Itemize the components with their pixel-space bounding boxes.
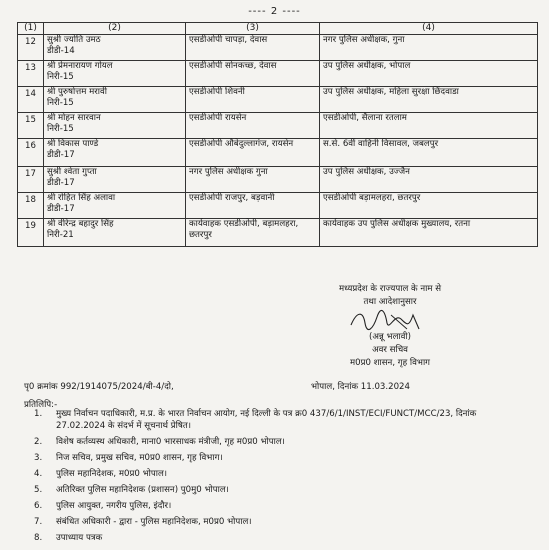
new-posting: एसडीओपी, सैलाना रतलाम: [320, 113, 538, 139]
serial-number: 16: [18, 139, 44, 167]
officer-name: श्री वीरेन्द्र बहादुर सिंह: [47, 219, 114, 229]
officer-batch: डीडी-17: [47, 178, 75, 188]
officer-cell: [44, 219, 186, 247]
serial-number: 13: [18, 61, 44, 87]
officer-batch: निरी-15: [47, 72, 74, 82]
order-line: तथा आदेशानुसार: [363, 297, 417, 307]
header-col-4: (4): [320, 23, 538, 35]
officer-cell: [44, 87, 186, 113]
current-posting: एसडीओपी औबेदुल्लागंज, रायसेन: [186, 139, 320, 167]
table-row: [18, 87, 538, 113]
item-number: 5.: [34, 485, 43, 495]
current-posting: एसडीओपी रायसेन: [186, 113, 320, 139]
item-number: 4.: [34, 469, 43, 479]
signatory-designation: अवर सचिव: [372, 345, 408, 355]
officer-cell: [44, 167, 186, 193]
officer-name: सुश्री श्वेता गुप्ता: [47, 167, 97, 177]
signature-scribble-icon: [347, 309, 427, 333]
serial-number: 14: [18, 87, 44, 113]
list-item: [24, 516, 524, 528]
item-text: पुलिस महानिदेशक, म0प्र0 भोपाल।: [56, 469, 168, 479]
item-text: उपाध्याय पत्रक: [56, 533, 103, 543]
header-col-2: (2): [44, 23, 186, 35]
list-item: [24, 500, 524, 512]
officer-cell: [44, 113, 186, 139]
header-col-3: (3): [186, 23, 320, 35]
page-number: ---- 2 ----: [248, 6, 301, 17]
item-number: 3.: [34, 453, 43, 463]
list-item: [24, 484, 524, 496]
current-posting: कार्यवाहक एसडीओपी, बड़ामलहरा, छतरपुर: [186, 219, 320, 247]
officer-cell: [44, 35, 186, 61]
serial-number: 19: [18, 219, 44, 247]
list-item: [24, 408, 524, 432]
officer-cell: [44, 61, 186, 87]
transfer-table: [17, 22, 538, 247]
table-row: [18, 61, 538, 87]
officer-batch: निरी-15: [47, 98, 74, 108]
officer-name: सुश्री ज्योति उमठ: [47, 35, 101, 45]
new-posting: उप पुलिस अधीक्षक, महिला सुरक्षा छिंदवाडा: [320, 87, 538, 113]
serial-number: 18: [18, 193, 44, 219]
new-posting: एसडीओपी बड़ामलहरा, छतरपुर: [320, 193, 538, 219]
list-item: [24, 468, 524, 480]
current-posting: एसडीओपी राजपुर, बड़वानी: [186, 193, 320, 219]
current-posting: एसडीओपी चापड़ा, देवास: [186, 35, 320, 61]
item-number: 1.: [34, 409, 43, 419]
officer-cell: [44, 139, 186, 167]
signature-block: [285, 283, 495, 370]
copy-to-label: प्रतिलिपि:-: [24, 400, 58, 410]
list-item: [24, 532, 524, 544]
officer-batch: डीडी-17: [47, 150, 75, 160]
serial-number: 12: [18, 35, 44, 61]
officer-name: श्री रोहित सिंह अलावा: [47, 193, 116, 203]
table-row: [18, 219, 538, 247]
table-header-row: [18, 23, 538, 35]
new-posting: स.से. 6वीं वाहिनी विसावल, जबलपुर: [320, 139, 538, 167]
table-row: [18, 35, 538, 61]
officer-name: श्री प्रेमनारायण गोयल: [47, 61, 113, 71]
distribution-list: [24, 408, 524, 548]
memo-place-date: भोपाल, दिनांक 11.03.2024: [311, 382, 410, 392]
signatory-office: म0प्र0 शासन, गृह विभाग: [349, 358, 431, 368]
new-posting: कार्यवाहक उप पुलिस अधीक्षक मुख्यालय, रतना: [320, 219, 538, 247]
list-item: [24, 436, 524, 448]
item-number: 7.: [34, 517, 43, 527]
officer-name: श्री विकास पाण्डे: [47, 139, 99, 149]
table-row: [18, 139, 538, 167]
current-posting: एसडीओपी सोनकच्छ, देवास: [186, 61, 320, 87]
authority-line: मध्यप्रदेश के राज्यपाल के नाम से: [338, 284, 442, 294]
officer-batch: डीडी-14: [47, 46, 75, 56]
new-posting: उप पुलिस अधीक्षक, उज्जैन: [320, 167, 538, 193]
memo-number: पृ0 क्रमांक 992/1914075/2024/बी-4/दो,: [24, 382, 174, 392]
table-row: [18, 167, 538, 193]
officer-name: श्री मोहन सारवान: [47, 113, 101, 123]
handwritten-signature: [285, 309, 495, 331]
item-text: विशेष कर्तव्यस्थ अधिकारी, माना0 भारसाधक मंत्रीजी, गृह म0प्र0 भोपाल।: [56, 437, 285, 447]
header-col-1: (1): [18, 23, 44, 35]
officer-batch: निरी-15: [47, 124, 74, 134]
officer-batch: निरी-21: [47, 230, 74, 240]
officer-name: श्री पुरुषोत्तम मरावी: [47, 87, 107, 97]
item-text: निज सचिव, प्रमुख सचिव, म0प्र0 शासन, गृह विभाग।: [56, 453, 223, 463]
item-text: मुख्य निर्वाचन पदाधिकारी, म.प्र. के भारत निर्वाचन आयोग, नई दिल्ली के पत्र क्र0 437/6/1/INST/ECI/FUNCT/MCC/23, दिनांक 27.02.2024 के संदर्भ में सूचनार्थ प्रेषित।: [56, 409, 477, 431]
list-item: [24, 452, 524, 464]
serial-number: 15: [18, 113, 44, 139]
current-posting: नगर पुलिस अधीक्षक गुना: [186, 167, 320, 193]
item-number: 6.: [34, 501, 43, 511]
table-row: [18, 113, 538, 139]
officer-cell: [44, 193, 186, 219]
serial-number: 17: [18, 167, 44, 193]
item-number: 8.: [34, 533, 43, 543]
signatory-name: (अन्नू भलावी): [369, 332, 411, 342]
item-number: 2.: [34, 437, 43, 447]
item-text: पुलिस आयुक्त, नगरीय पुलिस, इंदौर।: [56, 501, 172, 511]
item-text: अतिरिक्त पुलिस महानिदेशक (प्रशासन) पु0मु0 भोपाल।: [56, 485, 229, 495]
new-posting: नगर पुलिस अधीक्षक, गुना: [320, 35, 538, 61]
new-posting: उप पुलिस अधीक्षक, भोपाल: [320, 61, 538, 87]
item-text: संबंधित अधिकारी - द्वारा - पुलिस महानिदेशक, म0प्र0 भोपाल।: [56, 517, 252, 527]
current-posting: एसडीओपी शिवनी: [186, 87, 320, 113]
officer-batch: डीडी-17: [47, 204, 75, 214]
table-row: [18, 193, 538, 219]
